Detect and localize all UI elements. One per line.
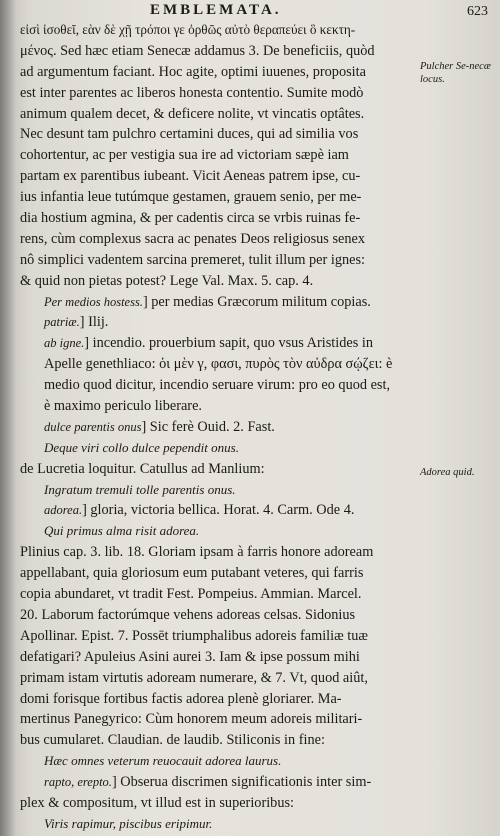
line-text: Apelle genethliaco: ὁι μὲν γ, φασι, πυρὸς τὸν αὐδρα σῴζει: è <box>44 356 393 373</box>
text-line <box>20 542 420 563</box>
verse-quote: Qui primus alma risit adorea. <box>44 523 200 539</box>
text-line <box>20 647 420 668</box>
text-line <box>20 793 420 814</box>
text-line <box>20 354 420 375</box>
line-text: mertinus Panegyrico: Cùm honorem meum adoreis militari- <box>20 711 363 728</box>
line-text: defatigari? Apuleius Asini aurei 3. Iam & ipse possum mihi <box>20 648 360 665</box>
line-text: & quid non pietas potest? Lege Val. Max. 5. cap. 4. <box>20 272 314 289</box>
line-text: ] per medias Græcorum militum copias. <box>142 293 371 310</box>
text-line <box>20 563 420 584</box>
text-line <box>20 480 420 501</box>
text-line <box>20 438 420 459</box>
line-text: Apollinar. Epist. 7. Possēt triumphalibus adoreis familiæ tuæ <box>20 627 368 644</box>
text-line <box>20 20 420 41</box>
line-text: est inter parentes ac liberos honesta contentio. Sumite modò <box>20 84 364 101</box>
line-text: de Lucretia loquitur. Catullus ad Manlium: <box>20 460 265 477</box>
line-text: appellabant, quia gloriosum eum putabant veteres, qui farris <box>20 565 364 582</box>
margin-note-adorea: Adorea quid. <box>420 467 475 478</box>
margin-note-seneca: Pulcher Se-necæ locus. <box>420 61 491 85</box>
line-text: ] Obserua discrimen significationis inter sim- <box>111 774 372 791</box>
text-line <box>20 459 420 480</box>
text-line <box>20 271 420 292</box>
text-line <box>20 124 420 145</box>
text-line <box>20 166 420 187</box>
text-line <box>20 814 420 835</box>
text-line <box>20 584 420 605</box>
text-line <box>20 772 420 793</box>
line-text: dia hostium agmina, & per cadentis circa se vrbis ruinas fe- <box>20 210 361 227</box>
lemma: patriæ. <box>44 315 80 330</box>
line-text: rens, cùm complexus sacra ac penates Deos religiosus senex <box>20 230 365 247</box>
line-text: partam ex parentibus iubeant. Vicit Aeneas patrem ipse, cu- <box>20 168 361 185</box>
line-text: animum qualem decet, & deficere nolite, vt vincatis optâtes. <box>20 105 365 122</box>
lemma: rapto, erepto. <box>44 775 112 790</box>
line-text: medio quod dicitur, incendio seruare virum: pro eo quod est, <box>44 377 391 394</box>
text-line <box>20 250 420 271</box>
text-line <box>20 208 420 229</box>
text-line <box>20 229 420 250</box>
page-header <box>0 2 500 22</box>
verse-quote: Viris rapimur, piscibus eripimur. <box>44 815 213 831</box>
line-text: Nec desunt tam pulchro certamini duces, qui ad similia vos <box>20 126 359 143</box>
line-text: ad argumentum faciant. Hoc agite, optimi iuuenes, proposita <box>20 63 366 80</box>
text-line <box>20 668 420 689</box>
text-line <box>20 292 420 313</box>
body-text <box>20 20 420 835</box>
text-line <box>20 187 420 208</box>
running-head: EMBLEMATA. <box>150 2 282 18</box>
line-text: μένος. Sed hæc etiam Senecæ addamus 3. De beneficiis, quòd <box>20 42 375 59</box>
line-text: nô simplici vadentem sarcina premeret, tulit illum per ignes: <box>20 251 366 268</box>
text-line <box>20 689 420 710</box>
line-text: primam istam virtutis adoream numerare, & 7. Vt, quod aiût, <box>20 669 368 686</box>
text-line <box>20 751 420 772</box>
line-text: domi forisque fortibus factis adorea plenè gloriarer. Ma- <box>20 690 342 707</box>
lemma: ab igne. <box>44 336 85 351</box>
text-line <box>20 709 420 730</box>
text-line <box>20 500 420 521</box>
text-line <box>20 396 420 417</box>
text-line <box>20 41 420 62</box>
line-text: cohortentur, ac per vestigia sua ire ad victoriam sæpè iam <box>20 147 349 164</box>
text-line <box>20 417 420 438</box>
page-number: 623 <box>467 4 488 19</box>
line-text: è maximo periculo liberare. <box>44 398 202 415</box>
line-text: plex & compositum, vt illud est in superioribus: <box>20 794 295 811</box>
line-text: bus cumularet. Claudian. de laudib. Stiliconis in fine: <box>20 732 325 749</box>
verse-quote: Deque viri collo dulce pependit onus. <box>44 439 239 455</box>
text-line <box>20 312 420 333</box>
line-text: ] incendio. prouerbium sapit, quo vsus Aristides in <box>84 335 373 352</box>
line-text: copia abundaret, vt tradit Fest. Pompeius. Ammian. Marcel. <box>20 586 362 603</box>
lemma: Per medios hostess. <box>44 294 143 309</box>
text-line <box>20 375 420 396</box>
gutter-shadow <box>0 0 16 836</box>
line-text: Plinius cap. 3. lib. 18. Gloriam ipsam à farris honore adoream <box>20 544 374 561</box>
verse-quote: Ingratum tremuli tolle parentis onus. <box>44 481 236 497</box>
text-line <box>20 62 420 83</box>
text-line <box>20 83 420 104</box>
lemma: dulce parentis onus <box>44 419 142 434</box>
line-text: 20. Laborum factorúmque vehens adoreas celsas. Sidonius <box>20 606 356 623</box>
line-text: εἰσὶ ἰσοθεῖ, εὰν δὲ χῇ τρόποι γε ὀρθῶς αὐτὸ θεραπεύει ὃ κεκτη- <box>20 22 356 37</box>
text-line <box>20 145 420 166</box>
line-text: ius infantia leue tutúmque gestamen, grauem senio, per me- <box>20 189 362 206</box>
text-line <box>20 626 420 647</box>
text-line <box>20 605 420 626</box>
line-text: ] Sic ferè Ouid. 2. Fast. <box>141 418 275 435</box>
lemma: adorea. <box>44 503 83 518</box>
line-text: ] Ilij. <box>79 314 109 331</box>
text-line <box>20 730 420 751</box>
text-line <box>20 521 420 542</box>
text-line <box>20 104 420 125</box>
verse-quote: Hæc omnes veterum reuocauit adorea laurus. <box>44 753 282 769</box>
text-line <box>20 333 420 354</box>
line-text: ] gloria, victoria bellica. Horat. 4. Carm. Ode 4. <box>82 502 355 519</box>
